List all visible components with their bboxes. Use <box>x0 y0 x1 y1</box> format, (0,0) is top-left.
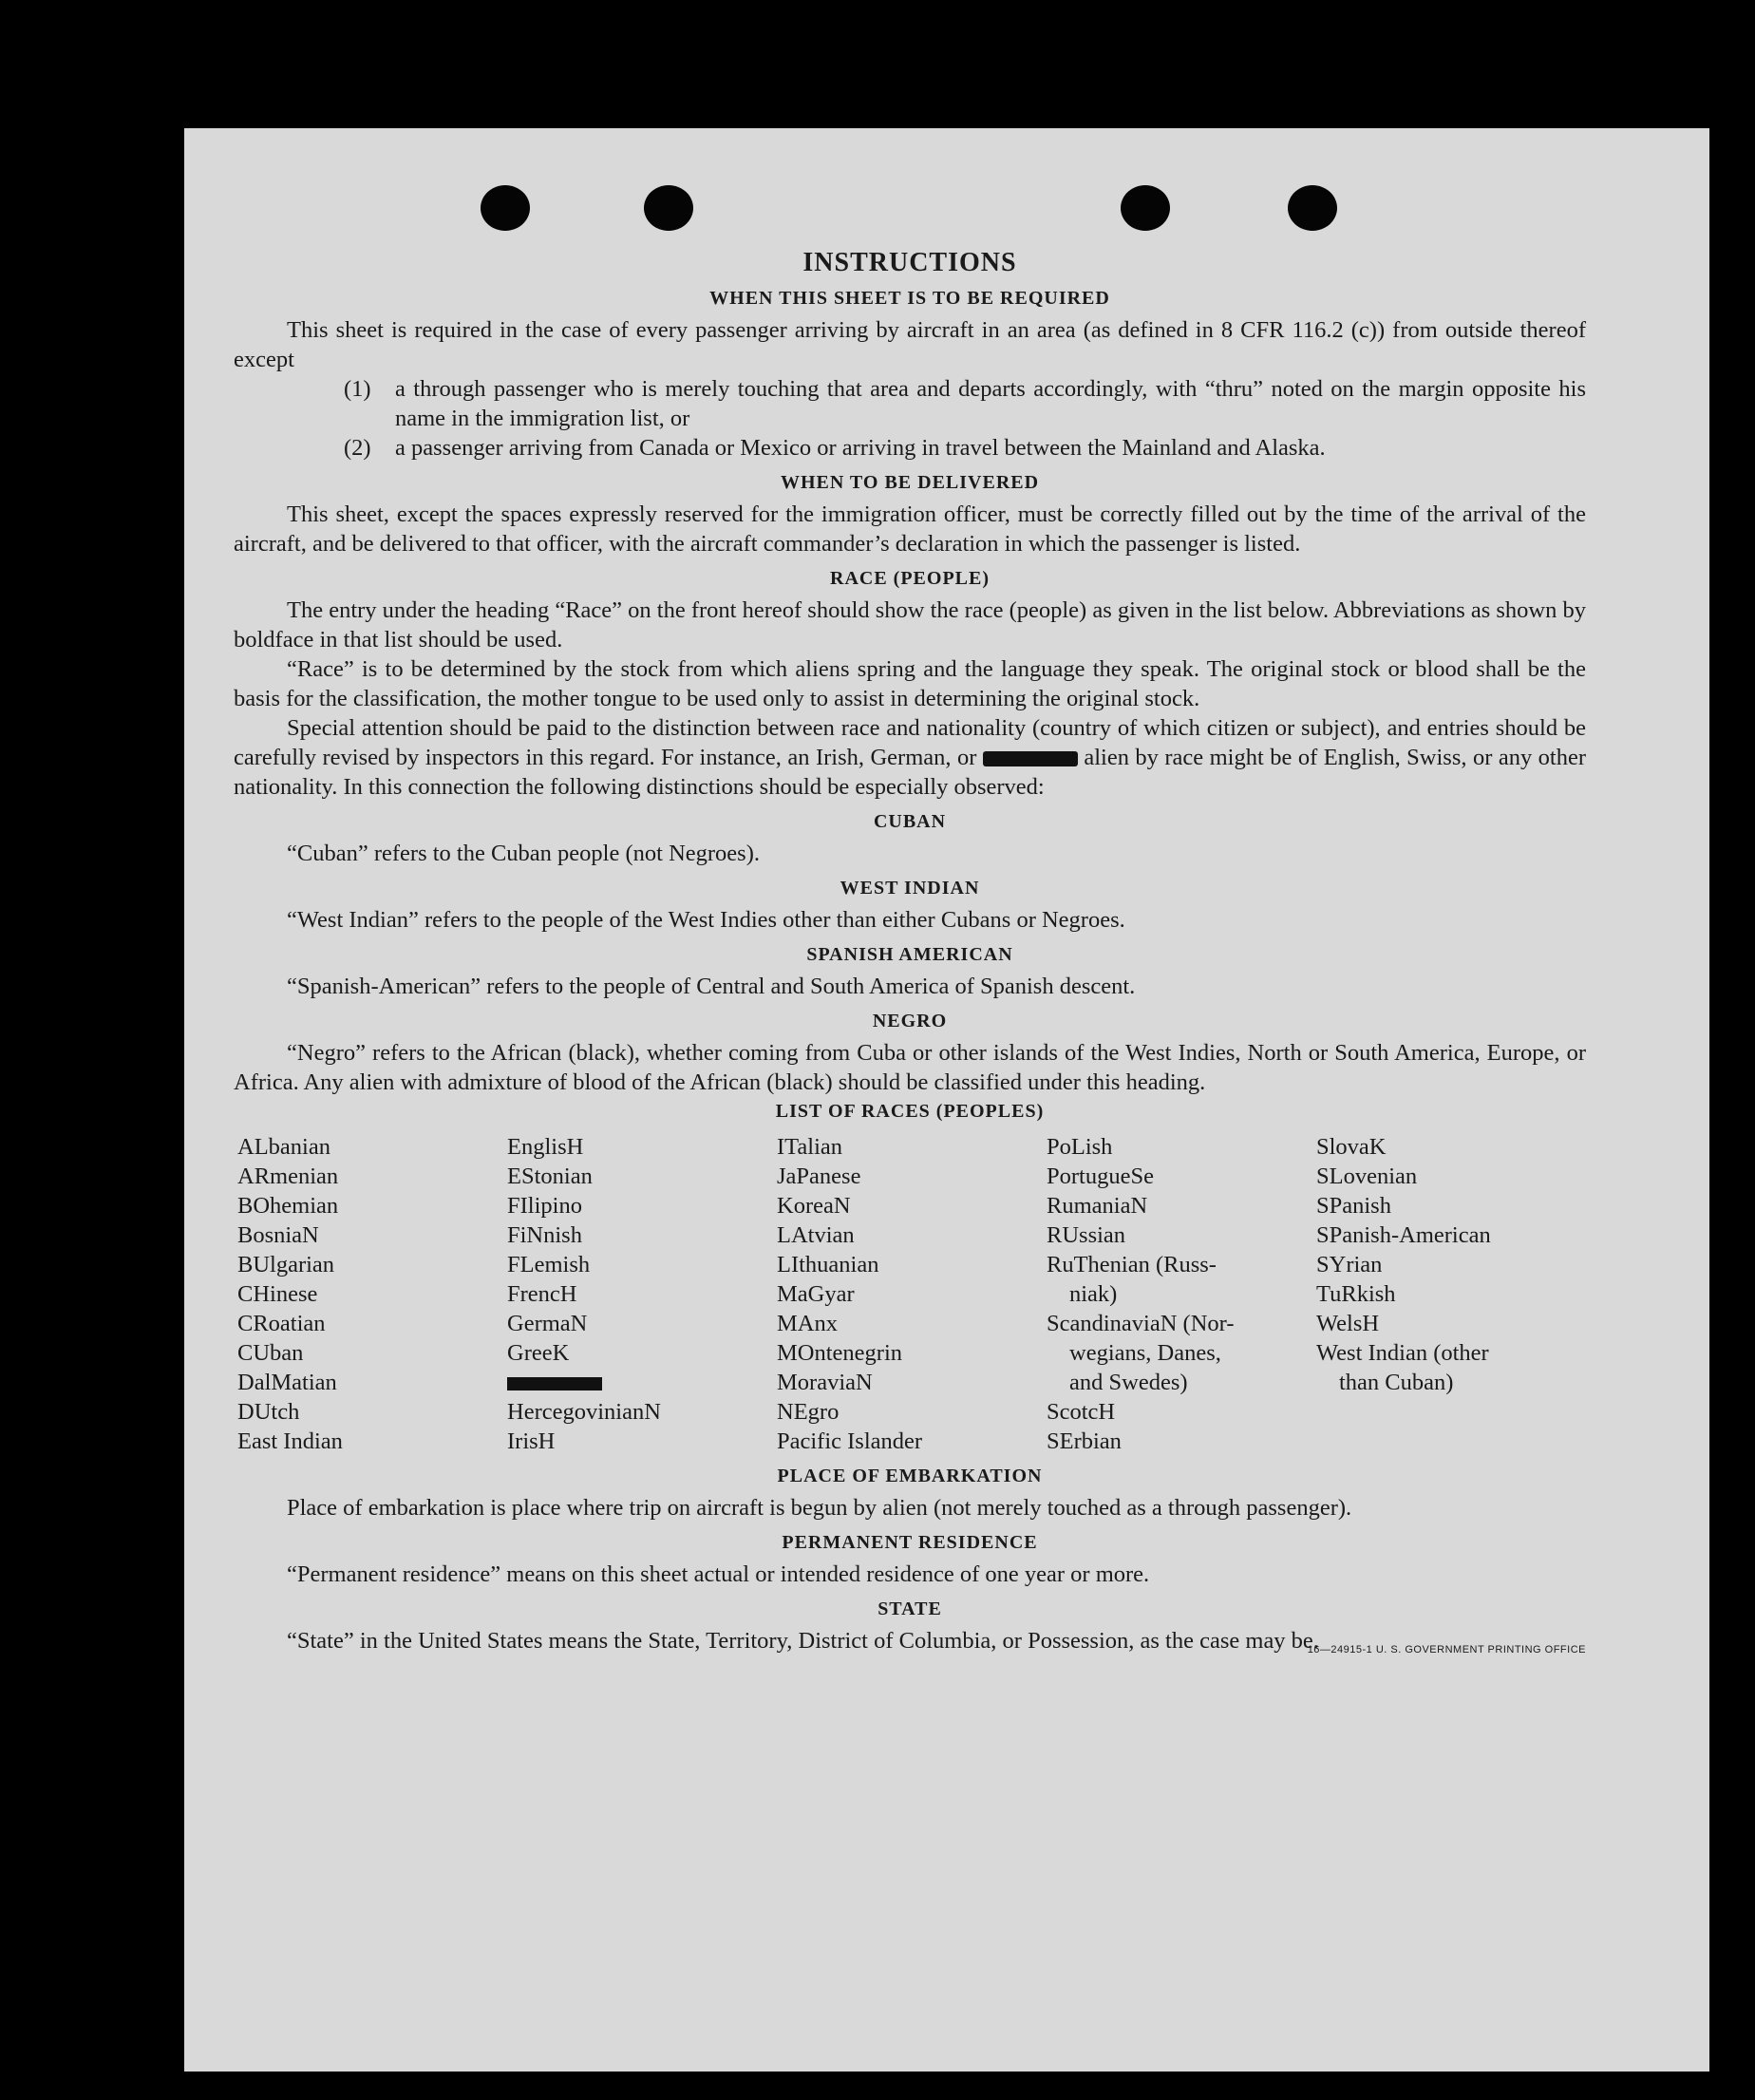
list-item: BOhemian <box>237 1193 339 1219</box>
list-item: West Indian (other <box>1316 1340 1489 1366</box>
list-item: CUban <box>237 1340 304 1366</box>
list-item: GermaN <box>507 1311 588 1336</box>
list-item: SYrian <box>1316 1252 1383 1277</box>
required-intro: This sheet is required in the case of every passenger arriving by aircraft in an area (as defined in 8 CFR 116.2 (c)) from outside thereof except <box>234 317 1586 372</box>
list-item: RumaniaN <box>1047 1193 1148 1219</box>
list-item: FIlipino <box>507 1193 582 1219</box>
residence-text: “Permanent residence” means on this sheet actual or intended residence of one year or more. <box>287 1561 1150 1587</box>
negro-text: “Negro” refers to the African (black), whether coming from Cuba or other islands of the West Indies, North or South America, Europe, or Africa. Any alien with admixture of blood of the African (black) should be classified under this heading. <box>234 1040 1586 1095</box>
races-column-2 <box>507 1132 777 1456</box>
heading-when-required: WHEN THIS SHEET IS TO BE REQUIRED <box>709 288 1110 309</box>
heading-race: RACE (PEOPLE) <box>830 568 990 589</box>
punch-hole <box>481 185 530 231</box>
printing-office-code: 16—24915-1 U. S. GOVERNMENT PRINTING OFFICE <box>1307 1644 1586 1655</box>
list-item: FrencH <box>507 1281 577 1307</box>
heading-negro: NEGRO <box>872 1011 948 1031</box>
redaction-mark <box>507 1368 777 1397</box>
list-item: and Swedes) <box>1069 1370 1188 1395</box>
list-item: DUtch <box>237 1399 300 1425</box>
document-body <box>234 248 1586 1657</box>
list-item: MoraviaN <box>777 1370 873 1395</box>
list-item: than Cuban) <box>1339 1370 1454 1395</box>
document-sheet <box>184 128 1709 2072</box>
heading-permanent-residence: PERMANENT RESIDENCE <box>782 1532 1038 1553</box>
heading-west-indian: WEST INDIAN <box>840 878 980 899</box>
list-item: WelsH <box>1316 1311 1380 1336</box>
list-item: (2) a passenger arriving from Canada or Mexico or arriving in travel between the Mainland and Alaska. <box>344 435 1326 461</box>
races-column-4 <box>1047 1132 1316 1456</box>
punch-hole <box>1121 185 1170 231</box>
races-column-5 <box>1316 1132 1586 1456</box>
list-item: HercegovinianN <box>507 1399 661 1425</box>
race-paragraph-1: The entry under the heading “Race” on the front hereof should show the race (people) as given in the list below. Abbreviations as shown by boldface in that list should be used. <box>234 597 1586 653</box>
list-item: NEgro <box>777 1399 840 1425</box>
document-title: INSTRUCTIONS <box>802 248 1017 277</box>
list-item: ITalian <box>777 1134 843 1160</box>
list-item: MaGyar <box>777 1281 855 1307</box>
heading-spanish-american: SPANISH AMERICAN <box>806 944 1013 965</box>
list-item: ScotcH <box>1047 1399 1116 1425</box>
list-item: (1) a through passenger who is merely touching that area and departs accordingly, with “thru” noted on the margin opposite his name in the immigration list, or <box>344 376 1586 431</box>
list-item: SPanish-American <box>1316 1222 1491 1248</box>
list-item: CRoatian <box>237 1311 326 1336</box>
embarkation-text: Place of embarkation is place where trip on aircraft is begun by alien (not merely touched as a through passenger). <box>287 1495 1352 1521</box>
race-paragraph-2: “Race” is to be determined by the stock from which aliens spring and the language they speak. The original stock or blood shall be the basis for the classification, the mother tongue to be used only to assist in determining the original stock. <box>234 656 1586 711</box>
punch-hole <box>644 185 693 231</box>
spanish-american-text: “Spanish-American” refers to the people of Central and South America of Spanish descent. <box>287 974 1136 999</box>
list-item: DalMatian <box>237 1370 337 1395</box>
list-item: ALbanian <box>237 1134 330 1160</box>
list-item: BUlgarian <box>237 1252 335 1277</box>
list-item: MOntenegrin <box>777 1340 902 1366</box>
list-item: EStonian <box>507 1164 593 1189</box>
list-item: IrisH <box>507 1428 556 1454</box>
list-item: MAnx <box>777 1311 838 1336</box>
list-item: LAtvian <box>777 1222 855 1248</box>
list-item: KoreaN <box>777 1193 851 1219</box>
list-item: wegians, Danes, <box>1069 1340 1221 1366</box>
list-item: PoLish <box>1047 1134 1113 1160</box>
list-item: PortugueSe <box>1047 1164 1154 1189</box>
list-item: Pacific Islander <box>777 1428 923 1454</box>
list-item: ARmenian <box>237 1164 339 1189</box>
list-item: FiNnish <box>507 1222 582 1248</box>
list-item: East Indian <box>237 1428 343 1454</box>
races-column-3 <box>777 1132 1047 1456</box>
list-item: LIthuanian <box>777 1252 879 1277</box>
list-item: SPanish <box>1316 1193 1391 1219</box>
races-list <box>237 1132 1586 1456</box>
redaction-mark <box>983 751 1078 766</box>
punch-hole <box>1288 185 1337 231</box>
list-item: SLovenian <box>1316 1164 1418 1189</box>
list-item: SlovaK <box>1316 1134 1387 1160</box>
heading-when-delivered: WHEN TO BE DELIVERED <box>780 472 1040 493</box>
list-item: ScandinaviaN (Nor- <box>1047 1311 1235 1336</box>
delivered-text: This sheet, except the spaces expressly reserved for the immigration officer, must be correctly filled out by the time of the arrival of the aircraft, and be delivered to that officer, with the aircraft commander’s declaration in which the passenger is listed. <box>234 501 1586 557</box>
west-indian-text: “West Indian” refers to the people of the West Indies other than either Cubans or Negroes. <box>287 907 1125 933</box>
list-item: FLemish <box>507 1252 591 1277</box>
list-item: niak) <box>1069 1281 1118 1307</box>
list-item: CHinese <box>237 1281 318 1307</box>
list-item: TuRkish <box>1316 1281 1396 1307</box>
race-paragraph-3: Special attention should be paid to the distinction between race and nationality (country of which citizen or subject), and entries should be carefully revised by inspectors in this regard. For instance, an Irish, German, or alien by race might be of English, Swiss, or any other nationality. In this connection the following distinctions should be especially observed: <box>234 715 1586 800</box>
list-item: SErbian <box>1047 1428 1122 1454</box>
heading-cuban: CUBAN <box>873 811 947 832</box>
list-item: GreeK <box>507 1340 570 1366</box>
list-item: RUssian <box>1047 1222 1126 1248</box>
list-item: JaPanese <box>777 1164 861 1189</box>
races-column-1 <box>237 1132 507 1456</box>
list-item: EnglisH <box>507 1134 584 1160</box>
list-item: BosniaN <box>237 1222 319 1248</box>
heading-list-of-races: LIST OF RACES (PEOPLES) <box>775 1101 1045 1122</box>
heading-state: STATE <box>878 1599 942 1619</box>
list-item: RuThenian (Russ- <box>1047 1252 1217 1277</box>
heading-embarkation: PLACE OF EMBARKATION <box>777 1466 1043 1486</box>
state-text: “State” in the United States means the State, Territory, District of Columbia, or Possession, as the case may be. <box>287 1628 1319 1654</box>
cuban-text: “Cuban” refers to the Cuban people (not Negroes). <box>287 841 760 866</box>
